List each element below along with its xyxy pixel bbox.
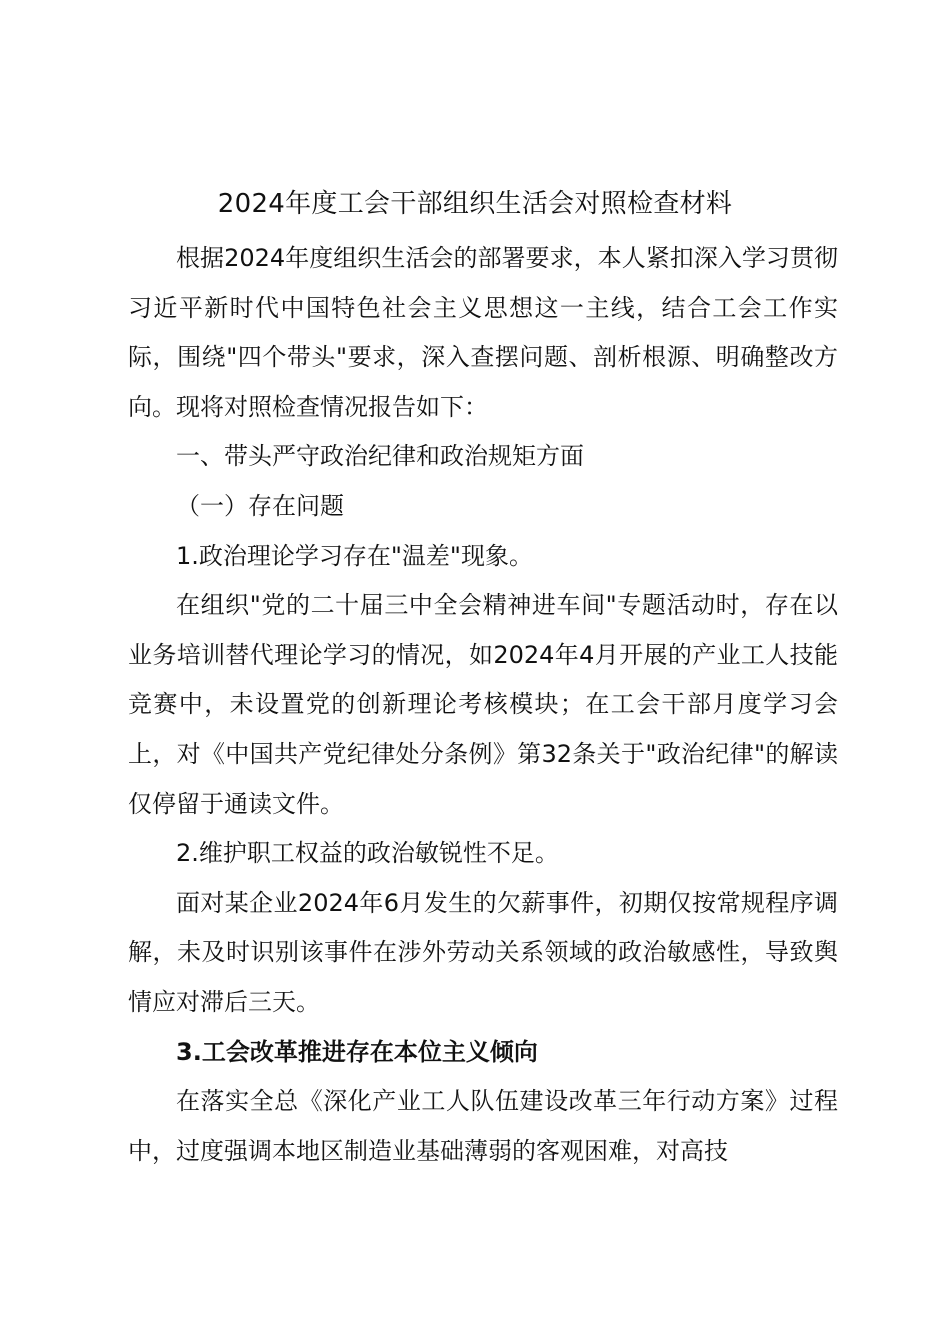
subsection-heading-problems: （一）存在问题 [176,491,344,520]
section-heading-1: 一、带头严守政治纪律和政治规矩方面 [176,442,584,471]
document-body [128,234,838,1176]
item-paragraph-3: 在落实全总《深化产业工人队伍建设改革三年行动方案》过程中，过度强调本地区制造业基础薄弱的客观困难，对高技 [128,1087,838,1165]
intro-paragraph: 根据2024年度组织生活会的部署要求，本人紧扣深入学习贯彻习近平新时代中国特色社会主义思想这一主线，结合工会工作实际，围绕"四个带头"要求，深入查摆问题、剖析根源、明确整改方向。现将对照检查情况报告如下： [128,244,838,421]
document-title: 2024年度工会干部组织生活会对照检查材料 [217,189,733,219]
item-paragraph-2: 面对某企业2024年6月发生的欠薪事件，初期仅按常规程序调解，未及时识别该事件在涉外劳动关系领域的政治敏感性，导致舆情应对滞后三天。 [128,888,838,1016]
item-heading-2: 2.维护职工权益的政治敏锐性不足。 [176,839,559,868]
item-paragraph-1: 在组织"党的二十届三中全会精神进车间"专题活动时，存在以业务培训替代理论学习的情况，如2024年4月开展的产业工人技能竞赛中，未设置党的创新理论考核模块；在工会干部月度学习会上，对《中国共产党纪律处分条例》第32条关于"政治纪律"的解读仅停留于通读文件。 [128,591,838,818]
item-heading-3: 3.工会改革推进存在本位主义倾向 [176,1037,538,1066]
item-heading-1: 1.政治理论学习存在"温差"现象。 [176,541,533,570]
